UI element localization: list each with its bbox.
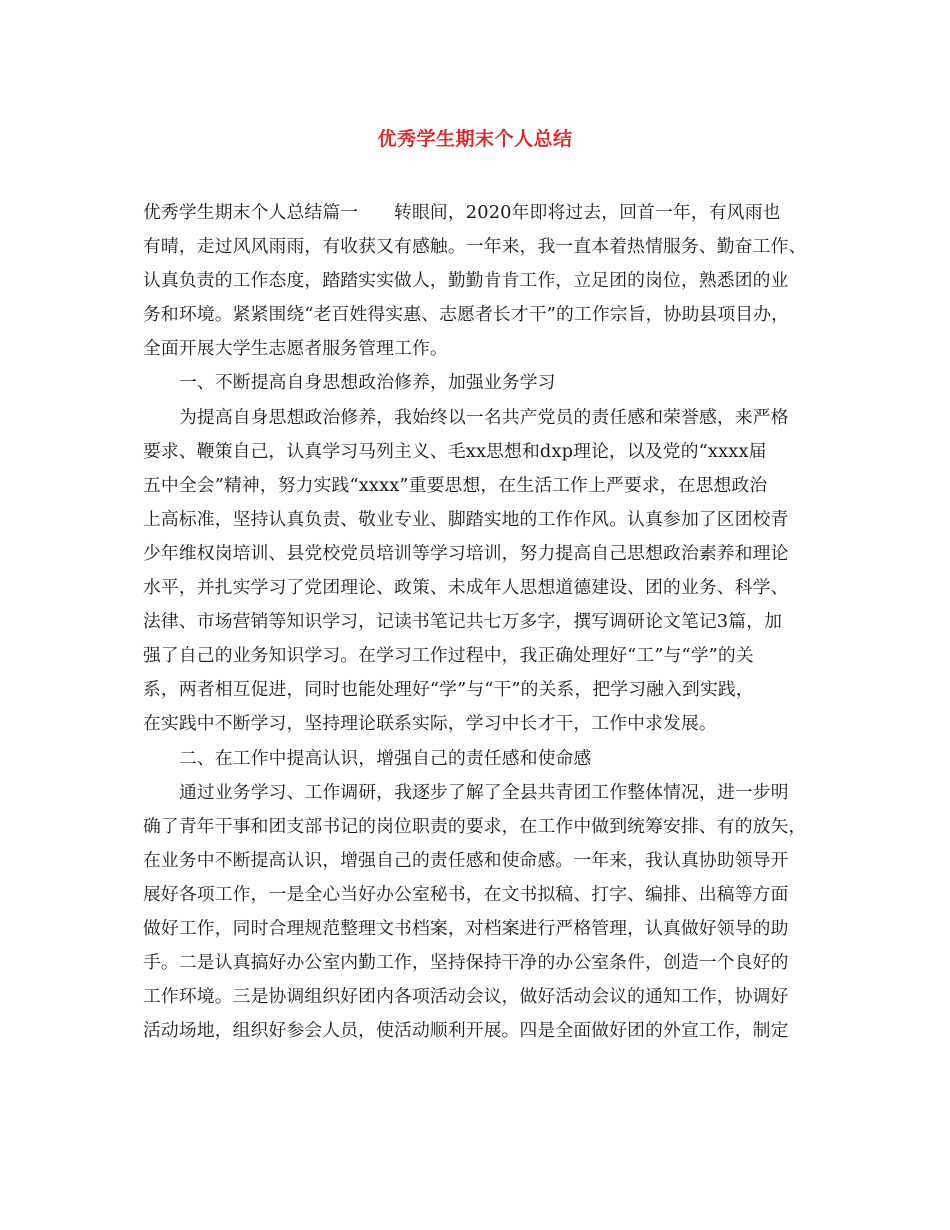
text-line: 系，两者相互促进，同时也能处理好“学”与“干”的关系，把学习融入到实践， <box>143 679 754 701</box>
document-title: 优秀学生期末个人总结 <box>377 128 573 150</box>
text-line: 五中全会”精神，努力实践“xxxx”重要思想，在生活工作上严要求，在思想政治 <box>143 474 768 496</box>
text-line: 做好工作，同时合理规范整理文书档案，对档案进行严格管理，认真做好领导的助 <box>143 917 789 939</box>
text-line: 展好各项工作，一是全心当好办公室秘书，在文书拟稿、打字、编排、出稿等方面 <box>143 883 789 905</box>
text-line: 活动场地，组织好参会人员，使活动顺利开展。四是全面做好团的外宣工作，制定 <box>143 1020 789 1042</box>
text-line: 有晴，走过风风雨雨，有收获又有感触。一年来，我一直本着热情服务、勤奋工作、 <box>143 236 807 258</box>
document-body <box>143 196 815 1048</box>
text-line: 法律、市场营销等知识学习，记读书笔记共七万多字，撰写调研论文笔记3篇，加 <box>143 611 783 633</box>
text-line: 全面开展大学生志愿者服务管理工作。 <box>143 338 448 360</box>
text-line: 要求、鞭策自己，认真学习马列主义、毛xx思想和dxp理论，以及党的“xxxx届 <box>143 440 767 462</box>
paragraph-first-line: 为提高自身思想政治修养，我始终以一名共产党员的责任感和荣誉感，来严格 <box>179 406 789 428</box>
text-line: 强了自己的业务知识学习。在学习工作过程中，我正确处理好“工”与“学”的关 <box>143 645 754 667</box>
section-heading: 二、在工作中提高认识，增强自己的责任感和使命感 <box>179 747 592 769</box>
text-line: 少年维权岗培训、县党校党员培训等学习培训，努力提高自己思想政治素养和理论 <box>143 542 789 564</box>
text-line: 在实践中不断学习，坚持理论联系实际，学习中长才干，工作中求发展。 <box>143 713 717 735</box>
text-line: 水平，并扎实学习了党团理论、政策、未成年人思想道德建设、团的业务、科学、 <box>143 577 789 599</box>
text-line: 确了青年干事和团支部书记的岗位职责的要求，在工作中做到统筹安排、有的放矢， <box>143 815 807 837</box>
section-heading: 一、不断提高自身思想政治修养，加强业务学习 <box>179 372 556 394</box>
text-line: 工作环境。三是协调组织好团内各项活动会议，做好活动会议的通知工作，协调好 <box>143 986 789 1008</box>
paragraph-first-line: 通过业务学习、工作调研，我逐步了解了全县共青团工作整体情况，进一步明 <box>179 781 789 803</box>
text-line: 认真负责的工作态度，踏踏实实做人，勤勤肯肯工作，立足团的岗位，熟悉团的业 <box>143 270 789 292</box>
text-line: 务和环境。紧紧围绕“老百姓得实惠、志愿者长才干”的工作宗旨，协助县项目办， <box>143 304 790 326</box>
text-line: 手。二是认真搞好办公室内勤工作，坚持保持干净的办公室条件，创造一个良好的 <box>143 952 789 974</box>
text-line: 在业务中不断提高认识，增强自己的责任感和使命感。一年来，我认真协助领导开 <box>143 849 789 871</box>
text-line: 优秀学生期末个人总结篇一 转眼间，2020年即将过去，回首一年，有风雨也 <box>143 202 781 223</box>
text-line: 上高标准，坚持认真负责、敬业专业、脚踏实地的工作作风。认真参加了区团校青 <box>143 508 789 530</box>
